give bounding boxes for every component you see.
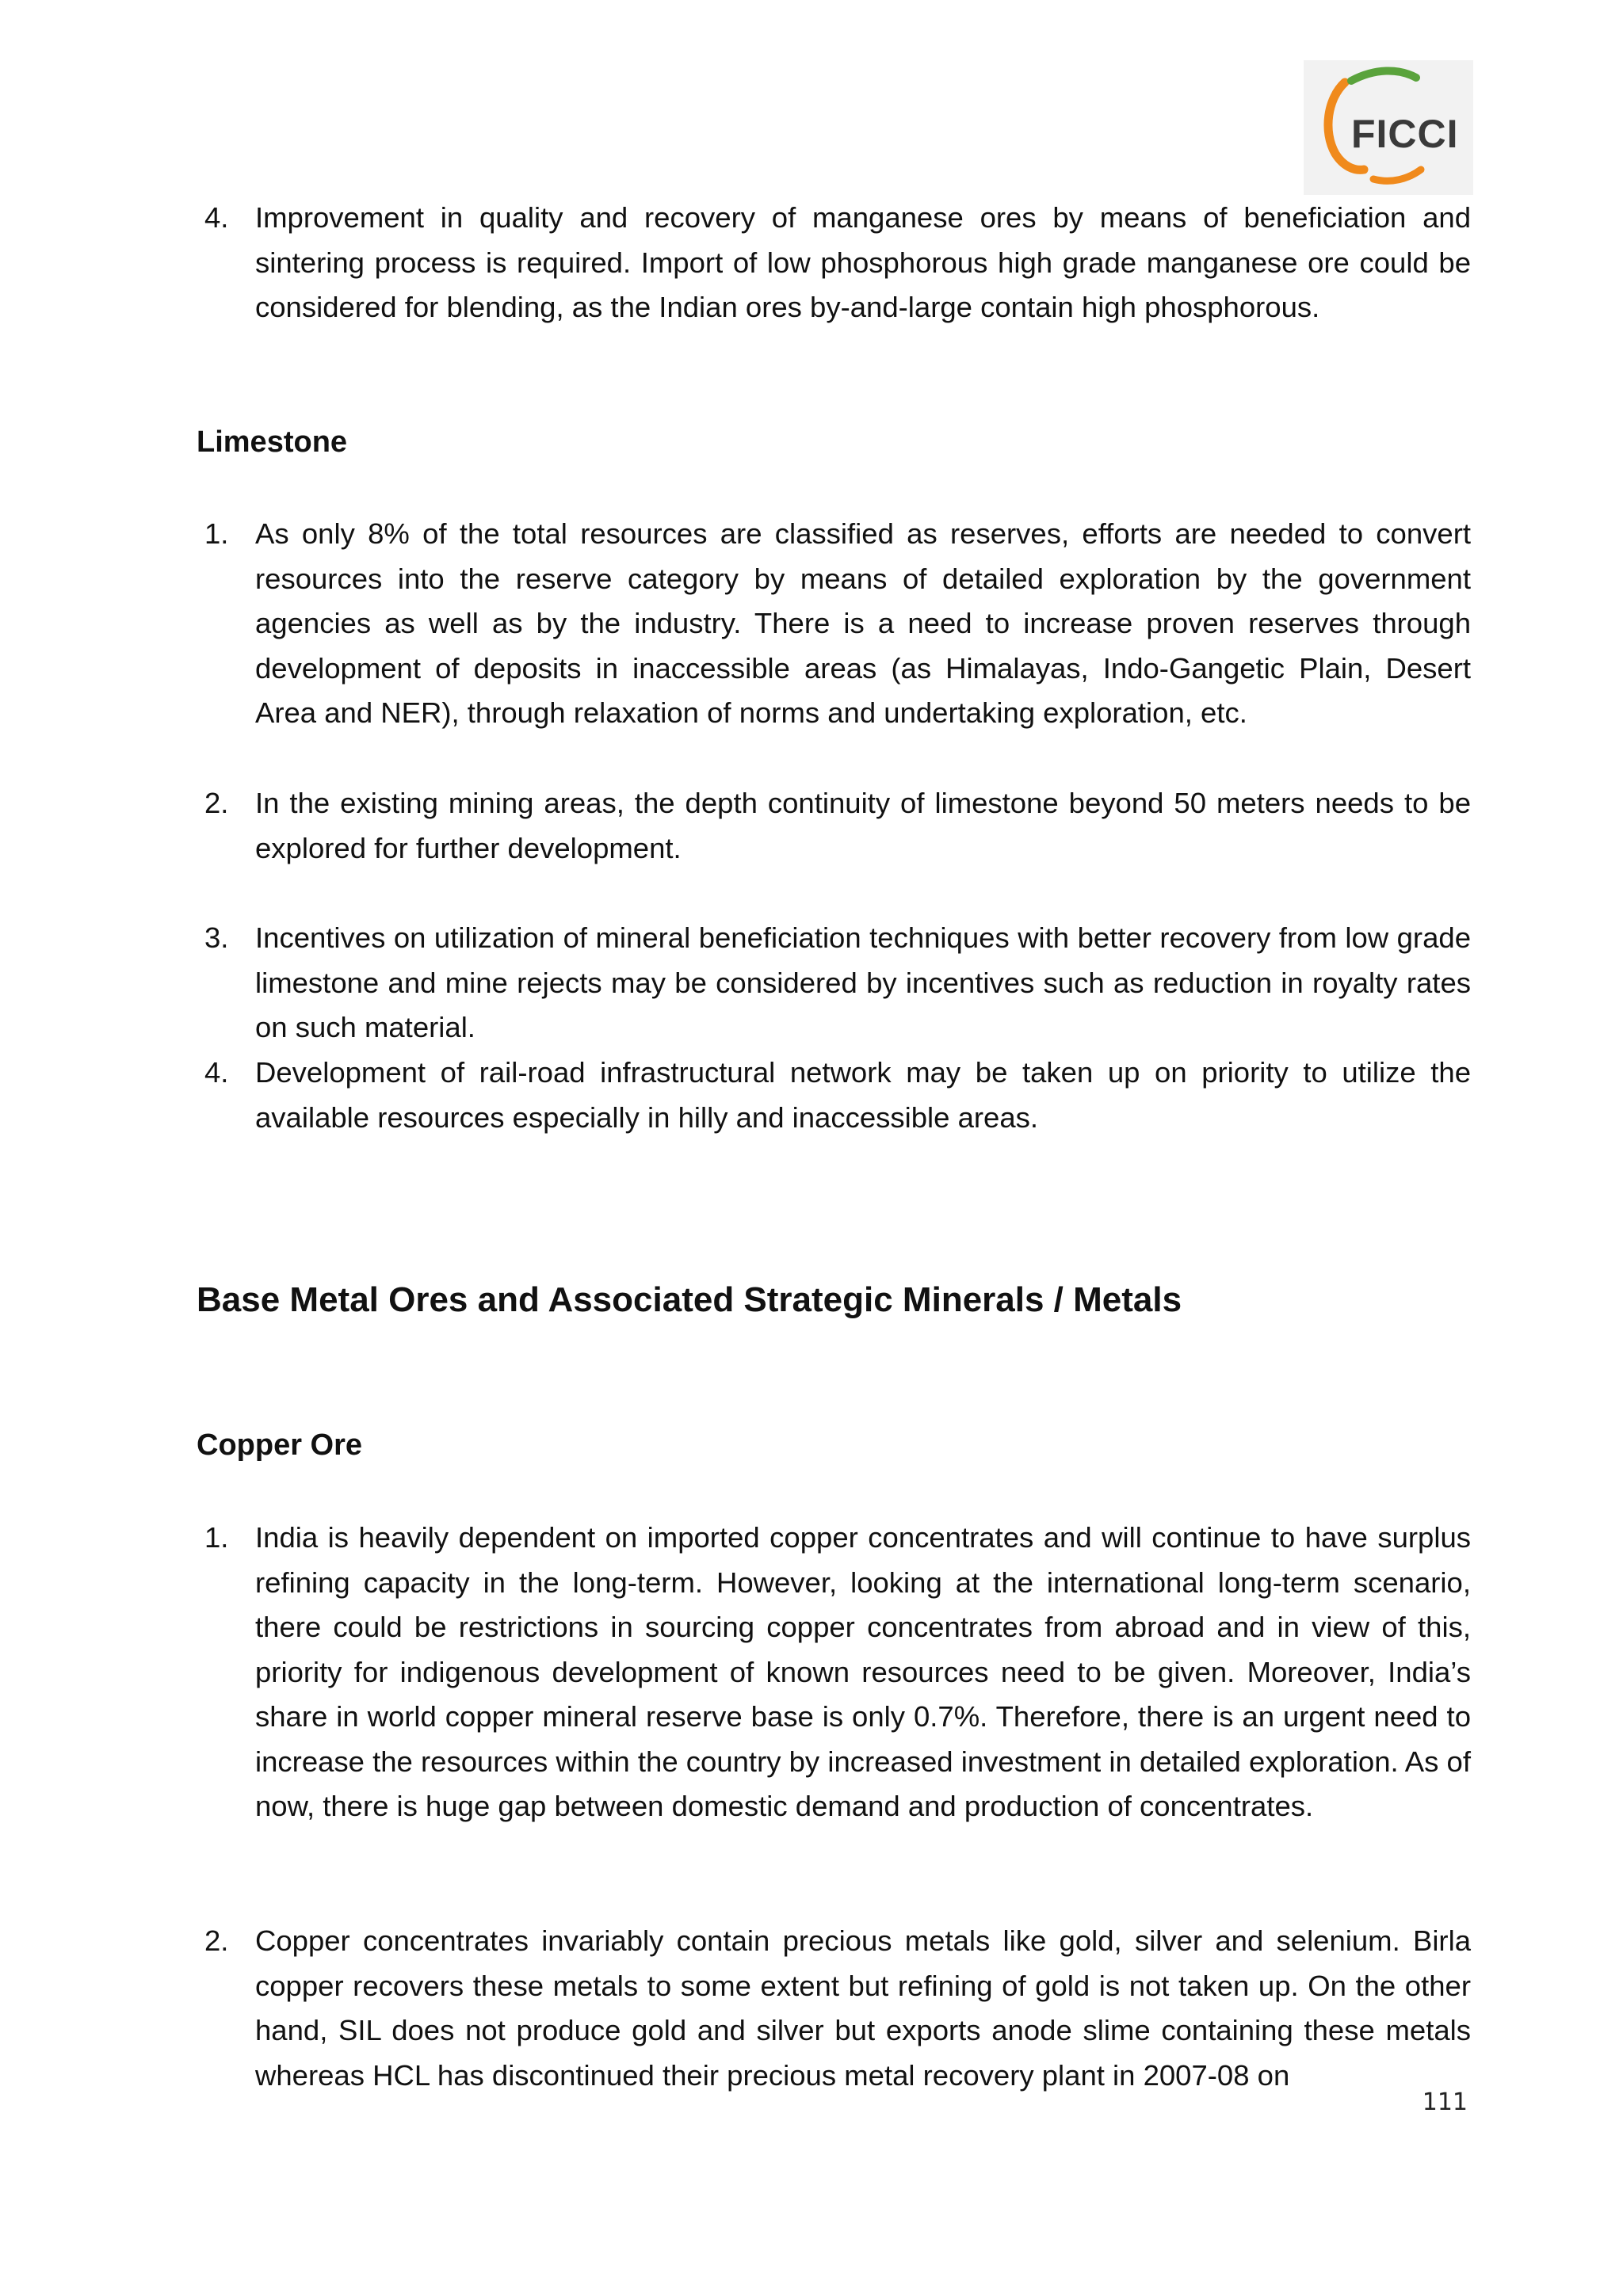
limestone-item-2: [197, 781, 1471, 871]
list-text: Copper concentrates invariably contain precious metals like gold, silver and selenium. Birla copper recovers these metals to some extent but refining of gold is not taken up. On the other hand, SIL does not produce gold and silver but exports anode slime containing these metals whereas HCL has discontinued their precious metal recovery plant in 2007-08 on: [255, 1924, 1471, 2092]
limestone-item-4: [197, 1051, 1471, 1140]
list-number: 4.: [204, 201, 229, 234]
list-text: Incentives on utilization of mineral beneficiation techniques with better recovery from low grade limestone and mine rejects may be considered by incentives such as reduction in royalty rates on such material.: [255, 921, 1471, 1043]
base-metals-heading: Base Metal Ores and Associated Strategic Minerals / Metals: [197, 1280, 1182, 1319]
copper-item-2: [197, 1919, 1471, 2098]
list-text: Development of rail-road infrastructural network may be taken up on priority to utilize the available resources especially in hilly and inaccessible areas.: [255, 1056, 1471, 1134]
manganese-item-4: [197, 196, 1471, 330]
list-number: 2.: [204, 787, 229, 819]
list-number: 2.: [204, 1924, 229, 1957]
ficci-logo: [1304, 60, 1473, 195]
limestone-item-1: [197, 512, 1471, 736]
list-number: 4.: [204, 1056, 229, 1089]
list-text: As only 8% of the total resources are classified as reserves, efforts are needed to convert resources into the reserve category by means of detailed exploration by the government agencies as well as by the industry. There is a need to increase proven reserves through development of deposits in inaccessible areas (as Himalayas, Indo-Gangetic Plain, Desert Area and NER), through relaxation of norms and undertaking exploration, etc.: [255, 517, 1471, 729]
limestone-heading: Limestone: [197, 425, 348, 459]
list-number: 3.: [204, 921, 229, 954]
list-number: 1.: [204, 1521, 229, 1554]
list-text: India is heavily dependent on imported copper concentrates and will continue to have surplus refining capacity in the long-term. However, looking at the international long-term scenario, there could be restrictions in sourcing copper concentrates from abroad and in view of this, priority for indigenous development of known resources need to be given. Moreover, India’s share in world copper mineral reserve base is only 0.7%. Therefore, there is an urgent need to increase the resources within the country by increased investment in detailed exploration. As of now, there is huge gap between domestic demand and production of concentrates.: [255, 1521, 1471, 1822]
list-text: Improvement in quality and recovery of manganese ores by means of beneficiation and sintering process is required. Import of low phosphorous high grade manganese ore could be considered for blending, as the Indian ores by-and-large contain high phosphorous.: [255, 201, 1471, 323]
limestone-item-3: [197, 916, 1471, 1051]
copper-item-1: [197, 1516, 1471, 1829]
logo-text: FICCI: [1351, 112, 1459, 156]
list-number: 1.: [204, 517, 229, 550]
page-number: 111: [1422, 2088, 1468, 2116]
copper-heading: Copper Ore: [197, 1428, 363, 1462]
list-text: In the existing mining areas, the depth continuity of limestone beyond 50 meters needs to be explored for further development.: [255, 787, 1471, 864]
